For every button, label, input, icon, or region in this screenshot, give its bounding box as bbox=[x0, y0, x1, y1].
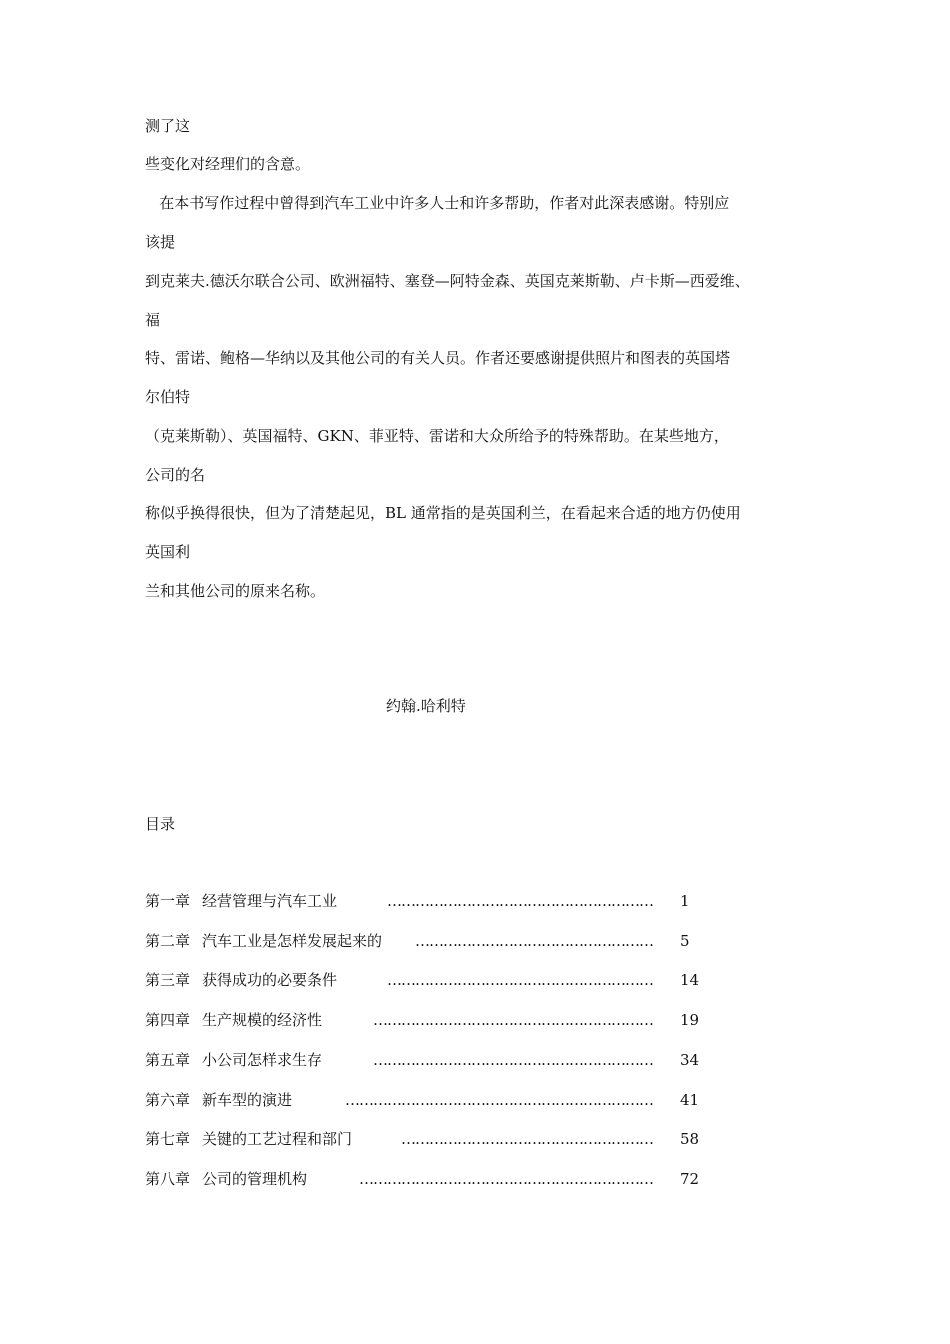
toc-leader-dots: ……………………………………………………… bbox=[359, 1170, 653, 1188]
toc-entry[interactable] bbox=[145, 931, 705, 951]
body-line: 特、雷诺、鲍格—华纳以及其他公司的有关人员。作者还要感谢提供照片和图表的英国塔 bbox=[145, 349, 731, 367]
toc-chapter-name: 公司的管理机构 bbox=[202, 1170, 308, 1188]
toc-page-number: 1 bbox=[680, 892, 690, 910]
toc-entry[interactable] bbox=[145, 891, 705, 911]
toc-title: 目录 bbox=[145, 815, 176, 833]
author-signature: 约翰.哈利特 bbox=[386, 697, 466, 715]
toc-leader-dots: …………………………………………………… bbox=[373, 1011, 653, 1029]
body-line: 兰和其他公司的原来名称。 bbox=[145, 582, 326, 600]
body-line: 些变化对经理们的含意。 bbox=[145, 155, 311, 173]
body-line: 称似乎换得很快，但为了清楚起见，BL 通常指的是英国利兰，在看起来合适的地方仍使用 bbox=[145, 504, 741, 522]
toc-entry[interactable] bbox=[145, 1090, 705, 1110]
toc-chapter-name: 汽车工业是怎样发展起来的 bbox=[202, 932, 383, 950]
toc-page-number: 58 bbox=[680, 1130, 700, 1148]
body-line: 在本书写作过程中曾得到汽车工业中许多人士和许多帮助，作者对此深表感谢。特别应 bbox=[145, 194, 730, 212]
body-line: 公司的名 bbox=[145, 466, 206, 484]
toc-leader-dots: …………………………………………………… bbox=[373, 1051, 653, 1069]
body-line: 英国利 bbox=[145, 543, 191, 561]
toc-leader-dots: ……………………………………………… bbox=[401, 1130, 653, 1148]
toc-entry[interactable] bbox=[145, 1050, 705, 1070]
toc-chapter: 第五章 bbox=[145, 1051, 191, 1069]
toc-leader-dots: ………………………………………………… bbox=[387, 892, 653, 910]
toc-page-number: 19 bbox=[680, 1011, 700, 1029]
toc-entry[interactable] bbox=[145, 1129, 705, 1149]
toc-chapter: 第七章 bbox=[145, 1130, 191, 1148]
body-line: 到克莱夫.德沃尔联合公司、欧洲福特、塞登—阿特金森、英国克莱斯勒、卢卡斯—西爱维、 bbox=[145, 272, 750, 290]
toc-page-number: 41 bbox=[680, 1091, 700, 1109]
toc-chapter-name: 关键的工艺过程和部门 bbox=[202, 1130, 353, 1148]
toc-chapter: 第四章 bbox=[145, 1011, 191, 1029]
toc-leader-dots: ………………………………………………………… bbox=[345, 1091, 653, 1109]
body-line: 尔伯特 bbox=[145, 388, 191, 406]
toc-chapter: 第二章 bbox=[145, 932, 191, 950]
toc-chapter-name: 经营管理与汽车工业 bbox=[202, 892, 338, 910]
body-line: （克莱斯勒）、英国福特、GKN、菲亚特、雷诺和大众所给予的特殊帮助。在某些地方， bbox=[145, 427, 729, 445]
toc-entry[interactable] bbox=[145, 970, 705, 990]
toc-page-number: 34 bbox=[680, 1051, 700, 1069]
body-line: 该提 bbox=[145, 233, 176, 251]
toc-page-number: 14 bbox=[680, 971, 700, 989]
toc-chapter-name: 获得成功的必要条件 bbox=[202, 971, 338, 989]
toc-page-number: 5 bbox=[680, 932, 690, 950]
toc-page-number: 72 bbox=[680, 1170, 700, 1188]
toc-chapter: 第八章 bbox=[145, 1170, 191, 1188]
toc-chapter-name: 新车型的演进 bbox=[202, 1091, 293, 1109]
body-line: 测了这 bbox=[145, 117, 191, 135]
toc-chapter-name: 生产规模的经济性 bbox=[202, 1011, 323, 1029]
toc-leader-dots: ………………………………………………… bbox=[387, 971, 653, 989]
body-line: 福 bbox=[145, 311, 161, 329]
toc-chapter: 第三章 bbox=[145, 971, 191, 989]
toc-leader-dots: …………………………………………… bbox=[415, 932, 653, 950]
toc-entry[interactable] bbox=[145, 1169, 705, 1189]
toc-entry[interactable] bbox=[145, 1010, 705, 1030]
toc-chapter: 第一章 bbox=[145, 892, 191, 910]
toc-chapter: 第六章 bbox=[145, 1091, 191, 1109]
toc-chapter-name: 小公司怎样求生存 bbox=[202, 1051, 323, 1069]
